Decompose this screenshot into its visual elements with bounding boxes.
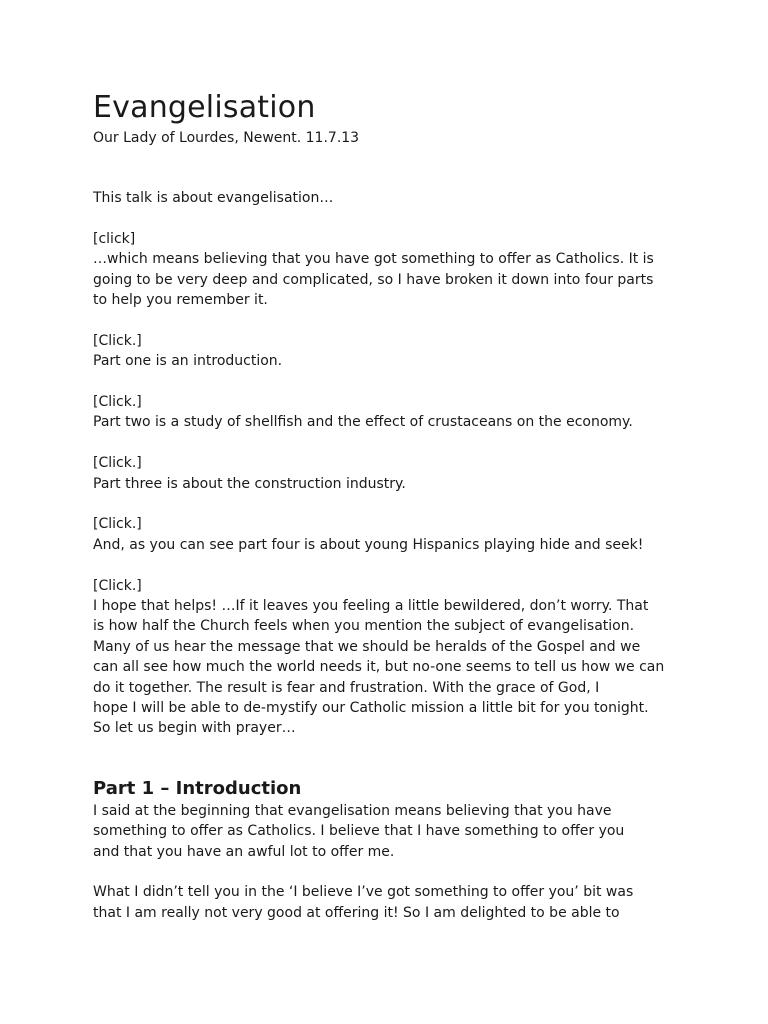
text-line: going to be very deep and complicated, so I have broken it down into four parts	[93, 271, 654, 288]
text-line: that I am really not very good at offering it! So I am delighted to be able to	[93, 904, 620, 921]
section-heading-part-1: Part 1 – Introduction	[93, 777, 302, 799]
text-line: is how half the Church feels when you mention the subject of evangelisation.	[93, 618, 635, 635]
intro-section	[93, 188, 683, 739]
text-line: hope I will be able to de-mystify our Catholic mission a little bit for you tonight.	[93, 700, 649, 717]
text-line: do it together. The result is fear and frustration. With the grace of God, I	[93, 679, 600, 696]
text-line: [Click.]	[93, 516, 142, 533]
paragraph	[93, 576, 683, 739]
text-line: I hope that helps! …If it leaves you feeling a little bewildered, don’t worry. That	[93, 598, 649, 615]
text-line: Part three is about the construction industry.	[93, 475, 406, 492]
paragraph	[93, 453, 683, 494]
paragraph	[93, 801, 683, 862]
paragraph	[93, 882, 683, 923]
paragraph	[93, 392, 683, 433]
paragraph	[93, 188, 683, 208]
text-line: something to offer as Catholics. I believe that I have something to offer you	[93, 823, 625, 840]
text-line: [Click.]	[93, 455, 142, 472]
document-page	[93, 88, 683, 944]
text-line: [Click.]	[93, 577, 142, 594]
paragraph	[93, 229, 683, 311]
text-line: Part two is a study of shellfish and the effect of crustaceans on the economy.	[93, 414, 633, 431]
paragraph	[93, 514, 683, 555]
text-line: What I didn’t tell you in the ‘I believe I’ve got something to offer you’ bit was	[93, 884, 634, 901]
text-line: and that you have an awful lot to offer me.	[93, 843, 395, 860]
text-line: [click]	[93, 230, 136, 247]
text-line: I said at the beginning that evangelisation means believing that you have	[93, 802, 612, 819]
text-line: Many of us hear the message that we should be heralds of the Gospel and we	[93, 638, 641, 655]
text-line: can all see how much the world needs it, but no-one seems to tell us how we can	[93, 659, 665, 676]
section-body-part-1	[93, 801, 683, 923]
document-title: Evangelisation	[93, 90, 316, 125]
text-line: And, as you can see part four is about young Hispanics playing hide and seek!	[93, 536, 644, 553]
document-subtitle: Our Lady of Lourdes, Newent. 11.7.13	[93, 130, 360, 146]
text-line: This talk is about evangelisation…	[93, 190, 334, 206]
text-line: …which means believing that you have got something to offer as Catholics. It is	[93, 251, 654, 268]
text-line: to help you remember it.	[93, 292, 268, 309]
paragraph	[93, 331, 683, 372]
text-line: [Click.]	[93, 332, 142, 349]
text-line: Part one is an introduction.	[93, 353, 283, 370]
text-line: So let us begin with prayer…	[93, 720, 296, 737]
text-line: [Click.]	[93, 394, 142, 411]
